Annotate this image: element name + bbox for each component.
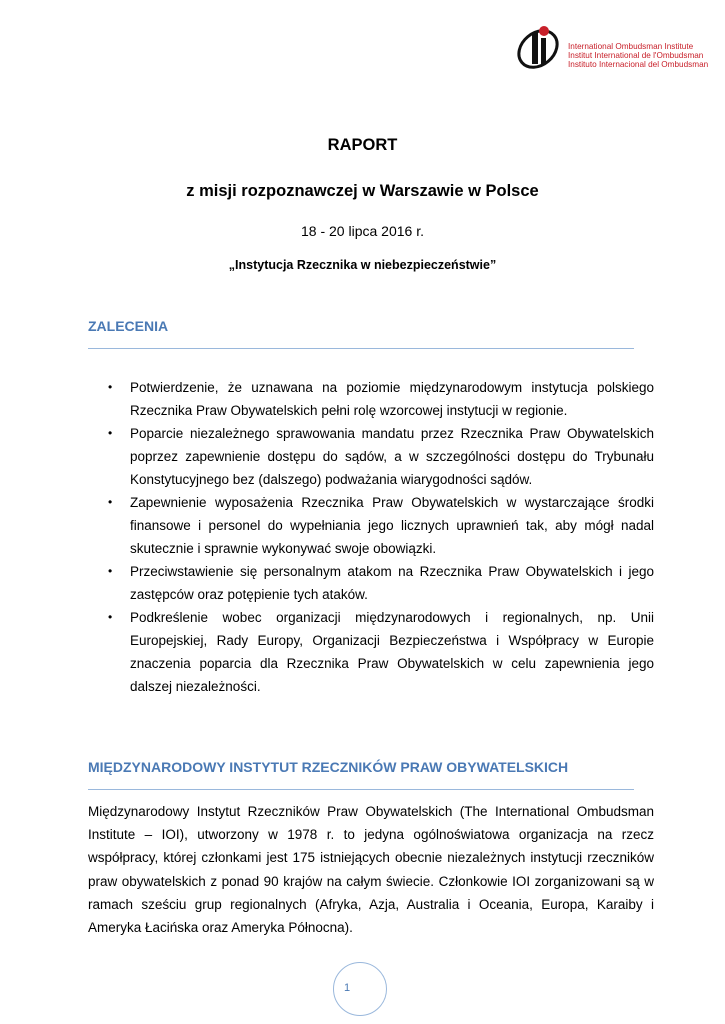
list-item-text: Podkreślenie wobec organizacji międzynarodowych i regionalnych, np. Unii Europejskiej, Rady Europy, Organizacji Bezpieczeństwa i Współpracy w Europie znaczenia poparcia dla Rzecznika Praw Obywatelskich w celu zapewnienia jego dalszej niezależności. — [130, 610, 654, 694]
ioi-logo-icon — [514, 22, 568, 74]
ioi-logo — [514, 22, 709, 74]
list-item-text: Zapewnienie wyposażenia Rzecznika Praw Obywatelskich w wystarczające środki finansowe i personel do wypełniania jego licznych uprawnień tak, aby mógł nadal skutecznie i sprawnie wykonywać swoje obowiązki. — [130, 495, 654, 556]
list-item — [107, 376, 654, 422]
list-item — [107, 606, 654, 698]
list-item-text: Potwierdzenie, że uznawana na poziomie międzynarodowym instytucja polskiego Rzecznika Praw Obywatelskich pełni rolę wzorcowej instytucji w regionie. — [130, 380, 654, 418]
institute-heading: MIĘDZYNARODOWY INSTYTUT RZECZNIKÓW PRAW OBYWATELSKICH — [88, 759, 569, 775]
report-dates: 18 - 20 lipca 2016 r. — [301, 223, 424, 239]
logo-line-fr: Institut International de l'Ombudsman — [568, 51, 704, 60]
report-motto: „Instytucja Rzecznika w niebezpieczeństwie” — [228, 258, 497, 272]
logo-line-es: Instituto Internacional del Ombudsman — [568, 60, 709, 69]
bullet-icon: • — [108, 610, 113, 624]
bullet-icon: • — [108, 380, 113, 394]
list-item — [107, 422, 654, 491]
report-subtitle: z misji rozpoznawczej w Warszawie w Polsce — [186, 182, 539, 200]
recommendations-list — [107, 376, 654, 698]
recommendations-divider — [88, 348, 634, 349]
institute-divider — [88, 789, 634, 790]
bullet-icon: • — [108, 426, 113, 440]
logo-line-en: International Ombudsman Institute — [568, 42, 694, 51]
institute-paragraph: Międzynarodowy Instytut Rzeczników Praw Obywatelskich (The International Ombudsman Institute – IOI), utworzony w 1978 r. to jedyna ogólnoświatowa organizacja na rzecz współpracy, której członkami jest 175 istniejących obecnie niezależnych instytucji rzeczników praw obywatelskich z ponad 90 krajów na całym świecie. Członkowie IOI zorganizowani są w ramach sześciu grup regionalnych (Afryka, Azja, Australia i Oceania, Europa, Karaiby i Ameryka Łacińska oraz Ameryka Północna). — [88, 804, 654, 936]
recommendations-heading: ZALECENIA — [88, 318, 169, 334]
list-item — [107, 491, 654, 560]
bullet-icon: • — [108, 564, 113, 578]
list-item — [107, 560, 654, 606]
list-item-text: Przeciwstawienie się personalnym atakom na Rzecznika Praw Obywatelskich i jego zastępców oraz potępienie tych ataków. — [130, 564, 654, 602]
list-item-text: Poparcie niezależnego sprawowania mandatu przez Rzecznika Praw Obywatelskich poprzez zapewnienie dostępu do sądów, a w szczególności dostępu do Trybunału Konstytucyjnego bez (dalszego) podważania wiarygodności sądów. — [130, 426, 654, 487]
report-title: RAPORT — [327, 136, 398, 154]
bullet-icon: • — [108, 495, 113, 509]
logo-text — [568, 42, 708, 69]
page-number: 1 — [343, 982, 351, 994]
